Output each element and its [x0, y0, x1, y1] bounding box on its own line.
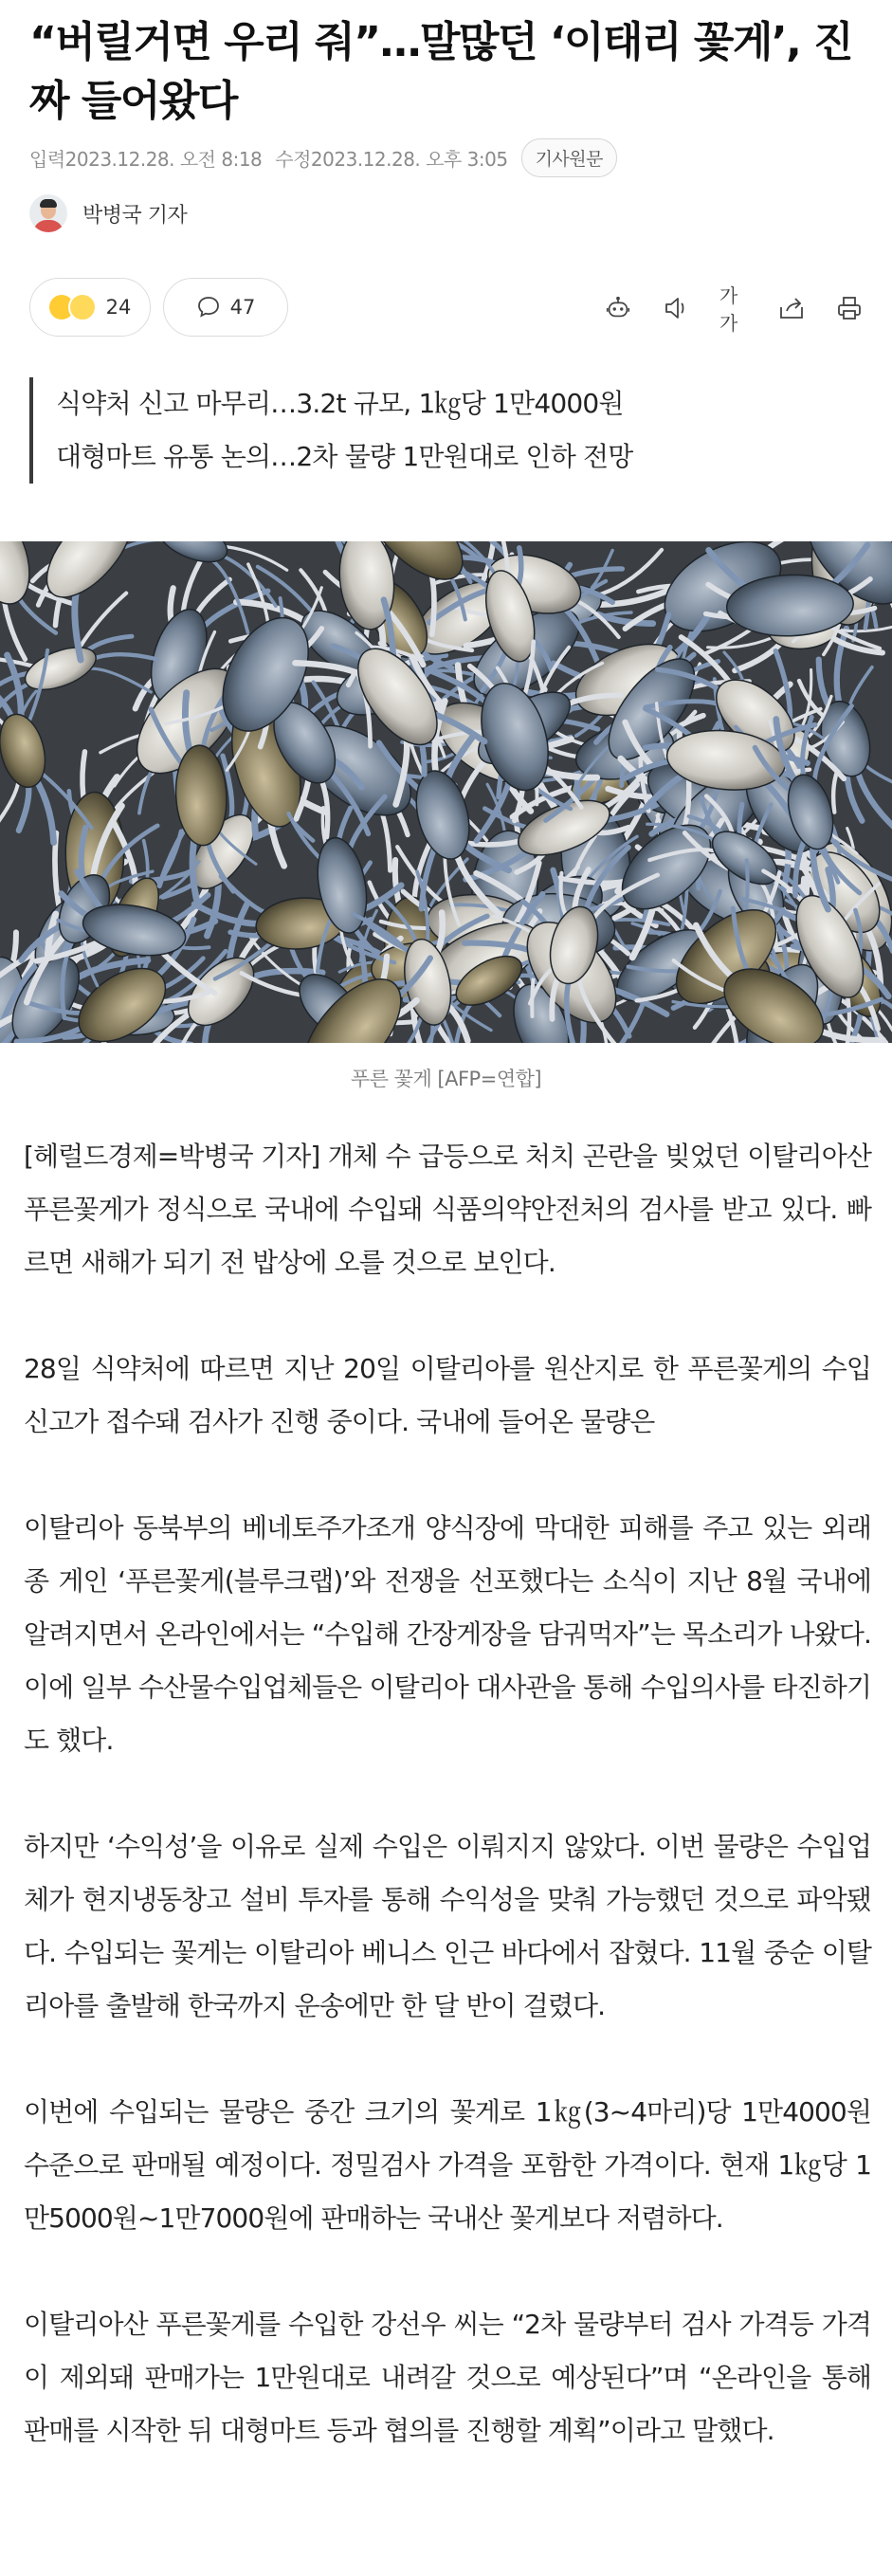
speaker-icon[interactable] — [662, 294, 690, 322]
robot-summary-icon[interactable] — [604, 294, 632, 322]
font-size-icon[interactable]: 가가 — [719, 284, 737, 335]
subheadline: 식약처 신고 마무리…3.2t 규모, 1㎏당 1만4000원 — [56, 388, 624, 419]
article-paragraph: [헤럴드경제=박병국 기자] 개체 수 급등으로 처치 곤란을 빚었던 이탈리아산 푸른꽃게가 정식으로 국내에 수입돼 식품의약안전처의 검사를 받고 있다. 빠르면 새해가 되기 전 밥상에 오를 것으로 보인다. — [24, 1141, 871, 1278]
comment-count: 47 — [229, 296, 256, 319]
reporter-avatar — [29, 194, 67, 232]
article-toolbar — [29, 278, 864, 338]
reporter-name[interactable]: 박병국 기자 — [82, 203, 188, 228]
article-paragraph: 이탈리아산 푸른꽃게를 수입한 강선우 씨는 “2차 물량부터 검사 가격등 가격이 제외돼 판매가는 1만원대로 내려갈 것으로 예상된다”며 “온라인을 통해 판매를 시작한 뒤 대형마트 등과 협의를 진행할 계획”이라고 말했다. — [24, 2309, 871, 2446]
reaction-count: 24 — [105, 296, 132, 319]
surprise-emoji-icon — [68, 293, 97, 321]
blue-crabs-image — [0, 541, 892, 1043]
article-paragraph: 이탈리아 동북부의 베네토주가조개 양식장에 막대한 피해를 주고 있는 외래종 게인 ‘푸른꽃게(블루크랩)’와 전쟁을 선포했다는 소식이 지난 8월 국내에 알려지면서 온라인에서는 “수입해 간장게장을 담궈먹자”는 목소리가 나왔다. 이에 일부 수산물수입업체들은 이탈리아 대사관을 통해 수입의사를 타진하기도 했다. — [24, 1512, 871, 1756]
share-icon[interactable] — [777, 294, 806, 322]
source-article-button[interactable]: 기사원문 — [521, 138, 617, 177]
subheadline-block — [29, 377, 871, 484]
article-paragraph: 이번에 수입되는 물량은 중간 크기의 꽃게로 1㎏(3~4마리)당 1만4000원 수준으로 판매될 예정이다. 정밀검사 가격을 포함한 가격이다. 현재 1㎏당 1만5000원~1만7000원에 판매하는 국내산 꽃게보다 저렴하다. — [24, 2096, 871, 2234]
article-meta — [29, 138, 617, 176]
tool-icons — [604, 280, 864, 337]
comment-button[interactable] — [163, 278, 288, 337]
subheadline: 대형마트 유통 논의…2차 물량 1만원대로 인하 전망 — [56, 441, 633, 472]
comment-icon — [196, 295, 221, 320]
reporter-info[interactable] — [29, 194, 187, 232]
published-date: 입력2023.12.28. 오전 8:18 — [29, 147, 263, 171]
article-paragraph: 하지만 ‘수익성’을 이유로 실제 수입은 이뤄지지 않았다. 이번 물량은 수입업체가 현지냉동창고 설비 투자를 통해 수익성을 맞춰 가능했던 것으로 파악됐다. 수입되는 꽃게는 이탈리아 베니스 인근 바다에서 잡혔다. 11월 중순 이탈리아를 출발해 한국까지 운송에만 한 달 반이 걸렸다. — [24, 1831, 871, 2021]
article-headline: “버릴거면 우리 줘”…말많던 ‘이태리 꽃게’, 진짜 들어왔다 — [29, 18, 853, 125]
article-photo — [0, 541, 892, 1043]
modified-date: 수정2023.12.28. 오후 3:05 — [275, 147, 508, 171]
reaction-button[interactable] — [29, 278, 151, 337]
article-paragraph: 28일 식약처에 따르면 지난 20일 이탈리아를 원산지로 한 푸른꽃게의 수입신고가 접수돼 검사가 진행 중이다. 국내에 들어온 물량은 — [24, 1353, 871, 1437]
article-body — [24, 1130, 871, 2511]
photo-caption: 푸른 꽃게 [AFP=연합] — [350, 1068, 542, 1090]
print-icon[interactable] — [835, 294, 864, 322]
